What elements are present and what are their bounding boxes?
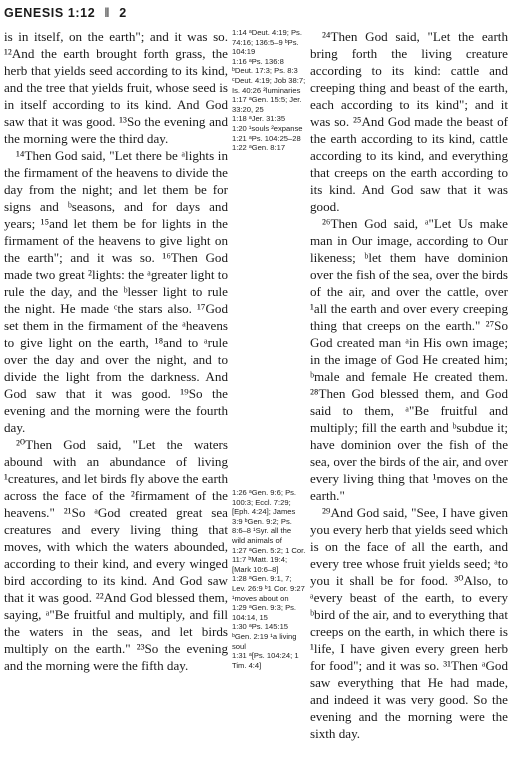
cross-reference: 1:26 ᵃGen. 9:6; Ps. 100:3; Eccl. 7:29; [Eph. 4:24]; James 3:9 ᵇGen. 9:2; Ps. 8:6–8 ¹Syr. all the wild animals of bbox=[232, 488, 297, 545]
paragraph: ²⁶Then God said, ᵃ"Let Us make man in Our image, according to Our likeness; ᵇlet them have dominion over the fish of the sea, over the birds of the air, and over the cattle, over ¹all the earth and over every creeping thing that creeps on the earth." ²⁷So God created man ᵃin His own image; in the image of God He created him; ᵇmale and female He created them. ²⁸Then God blessed them, and God said to them, ᵃ"Be fruitful and multiply; fill the earth and ᵇsubdue it; have dominion over the fish of the sea, over the birds of the air, and over every living thing that ¹moves on the earth." bbox=[310, 216, 508, 503]
cross-reference-column-bottom bbox=[232, 488, 306, 670]
paragraph: ¹⁴Then God said, "Let there be ᵃlights in the firmament of the heavens to divide the day from the night; and let them be for signs and ᵇseasons, and for days and years; ¹⁵and let them be for lights in the firmament of the heavens to give light on the earth"; and it was so. ¹⁶Then God made two great ²lights: the ᵃgreater light to rule the day, and the ᵇlesser light to rule the night. He made ᶜthe stars also. ¹⁷God set them in the firmament of the ᵃheavens to give light on the earth, ¹⁸and to ᵃrule over the day and over the night, and to divide the light from the darkness. And God saw that it was good. ¹⁹So the evening and the morning were the fourth day. bbox=[4, 148, 228, 435]
cross-reference-column-top bbox=[232, 28, 306, 153]
cross-reference: 1:17 ᵃGen. 15:5; Jer. 33:20, 25 bbox=[232, 95, 302, 114]
cross-reference: 1:18 ᵃJer. 31:35 bbox=[232, 114, 286, 124]
cross-reference: 1:30 ᵃPs. 145:15 ᵇGen. 2:19 ¹a living soul bbox=[232, 622, 297, 651]
header-divider: ‖ bbox=[104, 6, 111, 20]
header-book-ref: GENESIS 1:12 bbox=[4, 6, 96, 20]
paragraph: ²⁹And God said, "See, I have given you every herb that yields seed which is on the face of all the earth, and every tree whose fruit yields seed; ᵃto you it shall be for food. ³⁰Also, to ᵃevery beast of the earth, to every ᵇbird of the air, and to everything that creeps on the earth, in which there is ¹life, I have given every green herb for food"; and it was so. ³¹Then ᵃGod saw everything that He had made, and indeed it was very good. So the evening and the morning were the sixth day. bbox=[310, 505, 508, 741]
cross-reference: 1:22 ᵃGen. 8:17 bbox=[232, 143, 286, 153]
cross-reference: 1:29 ᵃGen. 9:3; Ps. 104:14, 15 bbox=[232, 603, 297, 622]
cross-reference: 1:20 ¹souls ²expanse bbox=[232, 123, 303, 133]
paragraph: is in itself, on the earth"; and it was so. ¹²And the earth brought forth grass, the herb that yields seed according to its kind, and the tree that yields fruit, whose seed is in itself according to its kind. And God saw that it was good. ¹³So the evening and the morning were the third day. bbox=[4, 29, 228, 146]
paragraph: ²⁰Then God said, "Let the waters abound with an abundance of living ¹creatures, and let birds fly above the earth across the face of the ²firmament of the heavens." ²¹So ᵃGod created great sea creatures and every living thing that moves, with which the waters abounded, according to their kind, and every winged bird according to its kind. And God saw that it was good. ²²And God blessed them, saying, ᵃ"Be fruitful and multiply, and fill the waters in the seas, and let birds multiply on the earth." ²³So the evening and the morning were the fifth day. bbox=[4, 437, 228, 673]
left-text-column bbox=[4, 28, 228, 674]
cross-reference: 1:28 ᵃGen. 9:1, 7; Lev. 26:9 ᵇ1 Cor. 9:27 ¹moves about on bbox=[232, 574, 305, 603]
paragraph: ²⁴Then God said, "Let the earth bring forth the living creature according to its kind: cattle and creeping thing and beast of the earth, each according to its kind"; and it was so. ²⁵And God made the beast of the earth according to its kind, cattle according to its kind, and everything that creeps on the earth according to its kind. And God saw that it was good. bbox=[310, 29, 508, 214]
header-page-number: 2 bbox=[119, 6, 127, 20]
right-text-column bbox=[310, 28, 508, 742]
cross-reference: 1:16 ᵃPs. 136:8 ᵇDeut. 17:3; Ps. 8:3 ᶜDeut. 4:19; Job 38:7; Is. 40:26 ²luminaries bbox=[232, 56, 306, 95]
running-header bbox=[4, 6, 127, 20]
cross-reference: 1:21 ᵃPs. 104:25–28 bbox=[232, 133, 301, 143]
cross-reference: 1:31 ᵃ[Ps. 104:24; 1 Tim. 4:4] bbox=[232, 651, 299, 670]
cross-reference: 1:14 ᵃDeut. 4:19; Ps. 74:16; 136:5–9 ᵇPs. 104:19 bbox=[232, 28, 302, 57]
cross-reference: 1:27 ᵃGen. 5:2; 1 Cor. 11:7 ᵇMatt. 19:4; [Mark 10:6–8] bbox=[232, 545, 306, 574]
